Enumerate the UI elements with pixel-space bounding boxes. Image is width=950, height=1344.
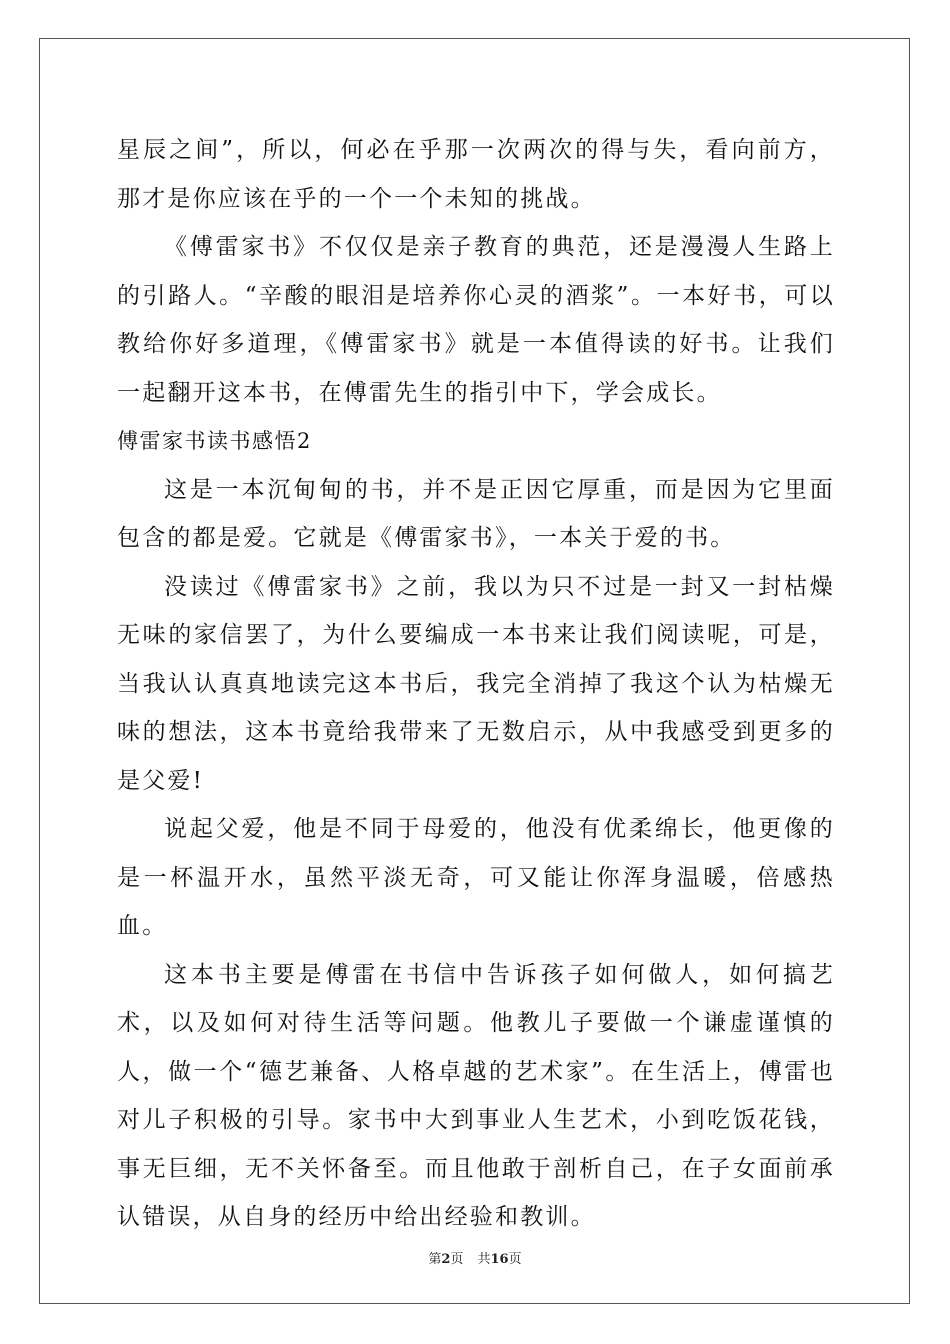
document-body (117, 126, 835, 1242)
paragraph-book-content: 这本书主要是傅雷在书信中告诉孩子如何做人，如何搞艺术，以及如何对待生活等问题。他教儿子要做一个谦虚谨慎的人，做一个“德艺兼备、人格卓越的艺术家”。在生活上，傅雷也对儿子积极的引导。家书中大到事业人生艺术，小到吃饭花钱，事无巨细，无不关怀备至。而且他敢于剖析自己，在子女面前承认错误，从自身的经历中给出经验和教训。 (117, 961, 835, 1230)
paragraph-fatherly-love: 说起父爱，他是不同于母爱的，他没有优柔绵长，他更像的是一杯温开水，虽然平淡无奇，可又能让你浑身温暖，倍感热血。 (117, 816, 835, 939)
section-heading: 傅雷家书读书感悟2 (117, 429, 312, 453)
footer-page-prefix: 第 (428, 1252, 442, 1267)
footer-page-number: 2 (441, 1252, 451, 1267)
paragraph-fulei-book-guide: 《傅雷家书》不仅仅是亲子教育的典范，还是漫漫人生路上的引路人。“辛酸的眼泪是培养你心灵的酒浆”。一本好书，可以教给你好多道理，《傅雷家书》就是一本值得读的好书。让我们一起翻开这本书，在傅雷先生的指引中下，学会成长。 (117, 234, 835, 406)
footer-total-suffix: 页 (508, 1252, 522, 1267)
footer-total-pages: 16 (490, 1252, 509, 1267)
paragraph-continued: 星辰之间”，所以，何必在乎那一次两次的得与失，看向前方，那才是你应该在乎的一个一个未知的挑战。 (117, 137, 835, 212)
footer-total-prefix: 共 (477, 1252, 491, 1267)
paragraph-before-reading: 没读过《傅雷家书》之前，我以为只不过是一封又一封枯燥无味的家信罢了，为什么要编成一本书来让我们阅读呢，可是，当我认认真真地读完这本书后，我完全消掉了我这个认为枯燥无味的想法，这本书竟给我带来了无数启示，从中我感受到更多的是父爱! (117, 573, 835, 794)
footer-page-suffix: 页 (450, 1252, 464, 1267)
paragraph-heavy-book: 这是一本沉甸甸的书，并不是正因它厚重，而是因为它里面包含的都是爱。它就是《傅雷家书》，一本关于爱的书。 (117, 476, 835, 551)
page-footer (0, 1248, 950, 1267)
